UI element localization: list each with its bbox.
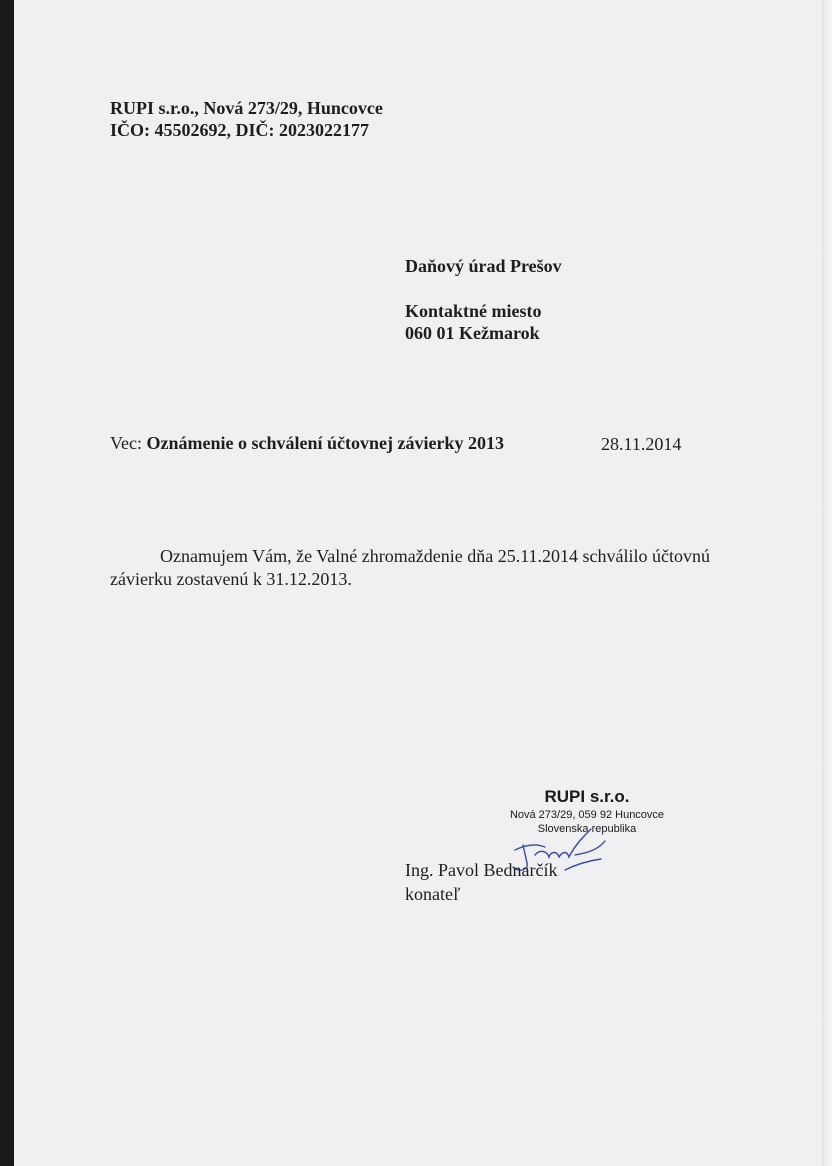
stamp-company-name: RUPI s.r.o. <box>544 787 630 806</box>
letter-date: 28.11.2014 <box>601 434 682 454</box>
signatory-role: konateľ <box>405 884 461 904</box>
subject-prefix: Vec: <box>110 433 142 453</box>
signatory-block <box>405 858 557 906</box>
subject-title: Oznámenie o schválení účtovnej závierky 2013 <box>146 433 504 453</box>
signatory-name: Ing. Pavol Bednarčík <box>405 860 558 880</box>
recipient-office: Daňový úrad Prešov <box>405 256 562 276</box>
letter-body <box>110 545 710 591</box>
recipient-contact: Kontaktné miesto <box>405 301 542 321</box>
sender-line-2: IČO: 45502692, DIČ: 2023022177 <box>110 120 369 140</box>
sender-header <box>110 97 383 141</box>
scan-edge-right <box>822 0 832 1166</box>
stamp-address: Nová 273/29, 059 92 Huncovce <box>509 809 665 821</box>
sender-line-1: RUPI s.r.o., Nová 273/29, Huncovce <box>110 98 383 118</box>
recipient-city: 060 01 Kežmarok <box>405 323 540 343</box>
scan-edge-left <box>0 0 14 1166</box>
stamp-country: Slovenska republika <box>537 823 637 835</box>
body-paragraph: Oznamujem Vám, že Valné zhromaždenie dňa 25.11.2014 schválilo účtovnú závierku zostavenú k 31.12.2013. <box>110 546 711 589</box>
subject-line <box>110 432 504 454</box>
